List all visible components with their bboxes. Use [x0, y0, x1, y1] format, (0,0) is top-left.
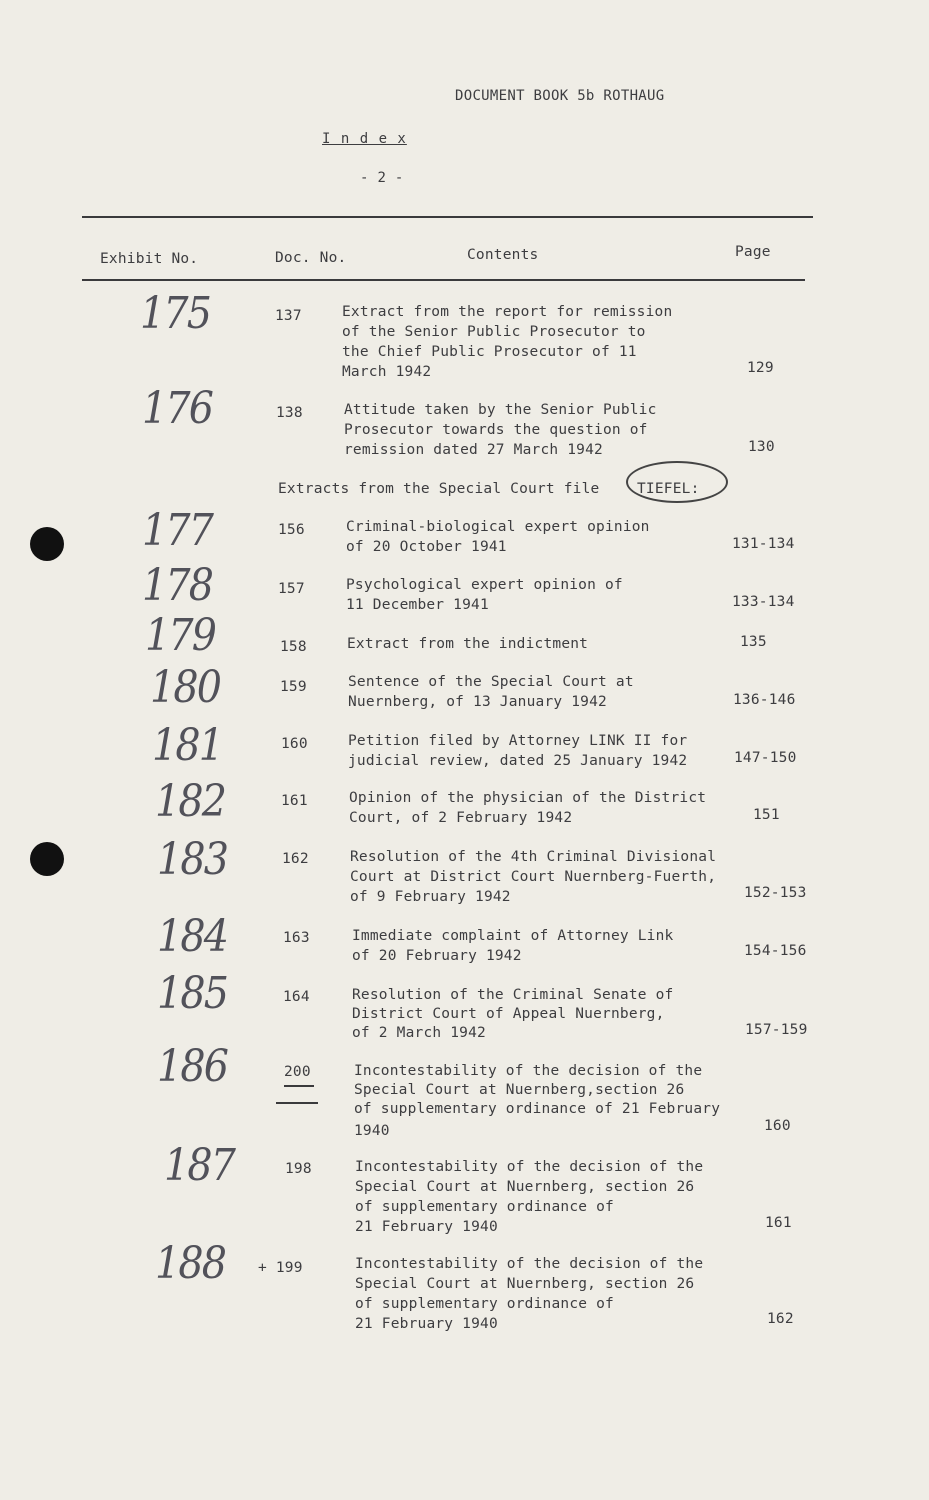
contents-line: Special Court at Nuernberg, section 26: [355, 1179, 695, 1195]
doc-number: 162: [282, 851, 309, 867]
page-number: 133-134: [732, 594, 795, 610]
doc-number: + 199: [258, 1260, 303, 1276]
contents-line: of 2 March 1942: [352, 1025, 486, 1041]
top-rule: [82, 216, 813, 218]
contents-line: Immediate complaint of Attorney Link: [352, 928, 674, 944]
contents-line: Special Court at Nuernberg,section 26: [354, 1082, 685, 1098]
section-note: Extracts from the Special Court file: [278, 481, 600, 497]
contents-line: Resolution of the 4th Criminal Divisional: [350, 849, 717, 865]
contents-line: Sentence of the Special Court at: [348, 674, 634, 690]
page-number: 147-150: [734, 750, 797, 766]
contents-line: Resolution of the Criminal Senate of: [352, 987, 674, 1003]
contents-line: Incontestability of the decision of the: [355, 1159, 704, 1175]
handwritten-underline: [276, 1102, 318, 1104]
document-title: DOCUMENT BOOK 5b ROTHAUG: [455, 88, 665, 104]
hand-drawn-circle: [626, 461, 728, 503]
contents-line: 11 December 1941: [346, 597, 489, 613]
page-marker: - 2 -: [360, 170, 404, 186]
header-rule: [82, 279, 805, 281]
section-name: TIEFEL:: [637, 481, 700, 497]
contents-line: Extract from the report for remission: [342, 304, 673, 320]
contents-line: Extract from the indictment: [347, 636, 589, 652]
contents-line: of supplementary ordinance of: [355, 1199, 614, 1215]
page-number: 129: [747, 360, 774, 376]
exhibit-number: 178: [142, 560, 213, 611]
doc-number: 138: [276, 405, 303, 421]
exhibit-number: 184: [157, 911, 228, 962]
exhibit-number: 185: [157, 968, 228, 1019]
exhibit-number: 181: [152, 720, 223, 771]
page-number: 162: [767, 1311, 794, 1327]
page-number: 161: [765, 1215, 792, 1231]
contents-line: Criminal-biological expert opinion: [346, 519, 650, 535]
contents-line: of the Senior Public Prosecutor to: [342, 324, 646, 340]
doc-number: 156: [278, 522, 305, 538]
doc-number: 200: [284, 1064, 311, 1080]
exhibit-number: 177: [142, 505, 213, 556]
index-heading: I n d e x: [322, 131, 407, 147]
page-number: 154-156: [744, 943, 807, 959]
contents-line: of 9 February 1942: [350, 889, 511, 905]
doc-number: 160: [281, 736, 308, 752]
contents-line: of supplementary ordinance of 21 February: [354, 1101, 721, 1117]
column-header-page: Page: [735, 244, 771, 260]
page-number: 136-146: [733, 692, 796, 708]
contents-line: Psychological expert opinion of: [346, 577, 623, 593]
contents-line: Court, of 2 February 1942: [349, 810, 573, 826]
contents-line: of 20 October 1941: [346, 539, 507, 555]
doc-number: 137: [275, 308, 302, 324]
doc-number: 161: [281, 793, 308, 809]
doc-number: 198: [285, 1161, 312, 1177]
contents-line: Petition filed by Attorney LINK II for: [348, 733, 688, 749]
contents-line: of supplementary ordinance of: [355, 1296, 614, 1312]
contents-line: 1940: [354, 1123, 390, 1139]
exhibit-number: 175: [140, 288, 211, 339]
contents-line: Prosecutor towards the question of: [344, 422, 648, 438]
doc-number: 158: [280, 639, 307, 655]
punch-hole: [30, 527, 64, 561]
page-number: 130: [748, 439, 775, 455]
contents-line: judicial review, dated 25 January 1942: [348, 753, 688, 769]
exhibit-number: 183: [157, 834, 228, 885]
doc-number: 163: [283, 930, 310, 946]
contents-line: District Court of Appeal Nuernberg,: [352, 1006, 665, 1022]
page-number: 157-159: [745, 1022, 808, 1038]
exhibit-number: 179: [145, 610, 216, 661]
page-number: 160: [764, 1118, 791, 1134]
exhibit-number: 187: [164, 1140, 235, 1191]
column-header-doc: Doc. No.: [275, 250, 347, 266]
page-number: 131-134: [732, 536, 795, 552]
contents-line: 21 February 1940: [355, 1219, 498, 1235]
exhibit-number: 182: [155, 776, 226, 827]
exhibit-number: 176: [142, 383, 213, 434]
punch-hole: [30, 842, 64, 876]
exhibit-number: 186: [157, 1041, 228, 1092]
contents-line: the Chief Public Prosecutor of 11: [342, 344, 637, 360]
page-number: 135: [740, 634, 767, 650]
page-number: 151: [753, 807, 780, 823]
contents-line: Incontestability of the decision of the: [355, 1256, 704, 1272]
contents-line: Nuernberg, of 13 January 1942: [348, 694, 607, 710]
exhibit-number: 180: [150, 662, 221, 713]
column-header-exhibit: Exhibit No.: [100, 251, 199, 267]
contents-line: 21 February 1940: [355, 1316, 498, 1332]
exhibit-number: 188: [155, 1238, 226, 1289]
doc-number: 157: [278, 581, 305, 597]
contents-line: Attitude taken by the Senior Public: [344, 402, 657, 418]
doc-number: 164: [283, 989, 310, 1005]
page-number: 152-153: [744, 885, 807, 901]
contents-line: remission dated 27 March 1942: [344, 442, 603, 458]
contents-line: March 1942: [342, 364, 432, 380]
contents-line: Court at District Court Nuernberg-Fuerth,: [350, 869, 717, 885]
handwritten-underline: [284, 1085, 314, 1087]
contents-line: Opinion of the physician of the District: [349, 790, 707, 806]
contents-line: of 20 February 1942: [352, 948, 522, 964]
contents-line: Special Court at Nuernberg, section 26: [355, 1276, 695, 1292]
contents-line: Incontestability of the decision of the: [354, 1063, 703, 1079]
column-header-contents: Contents: [467, 247, 539, 263]
doc-number: 159: [280, 679, 307, 695]
